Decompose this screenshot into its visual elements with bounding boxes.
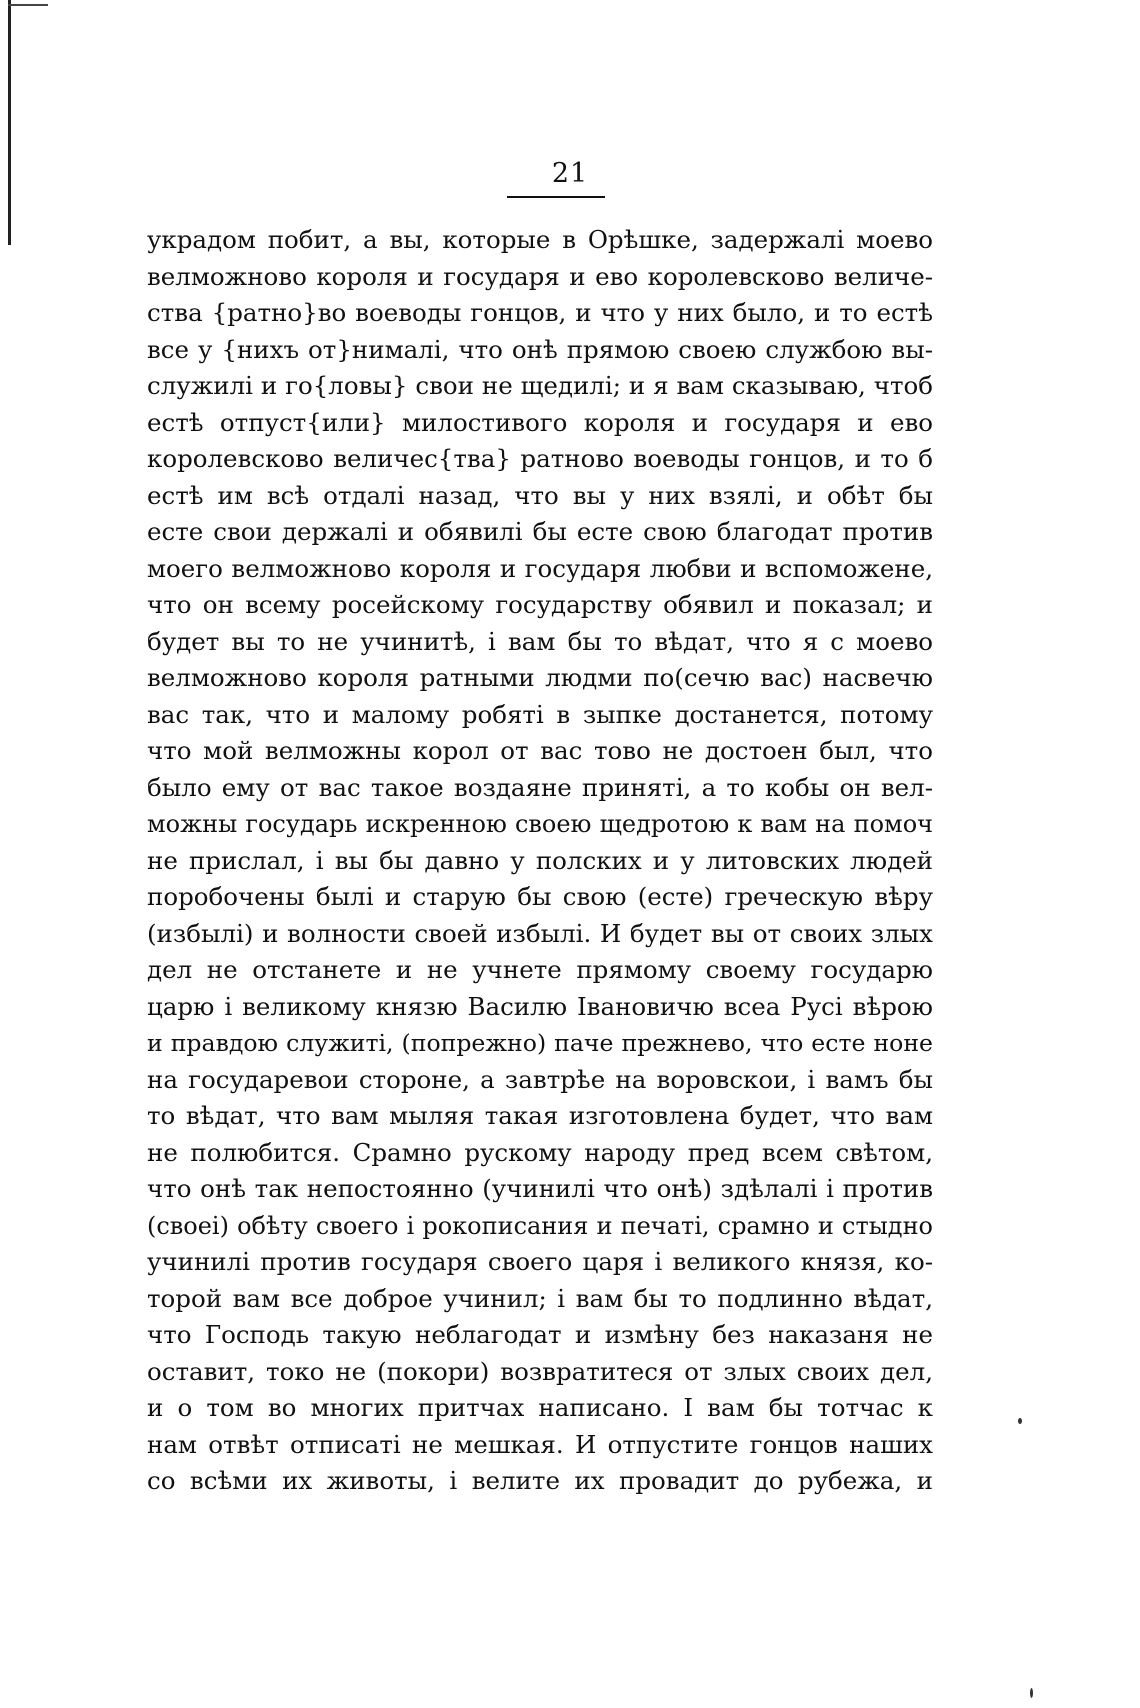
scan-edge-mark — [8, 0, 11, 245]
text-line: все у {нихъ от}нималі, что онѣ прямою своею службою вы- — [147, 334, 933, 364]
text-line: королевсково величес{тва} ратново воеводы гонцов, и то б — [147, 444, 933, 473]
text-line: на государевои стороне, а завтрѣе на воровскои, і вамъ бы — [147, 1064, 933, 1094]
text-line: поробочены былі и старую бы свою (есте) греческую вѣру — [147, 882, 933, 911]
text-line: не полюбится. Срамно рускому народу пред всем свѣтом, — [147, 1137, 933, 1167]
text-line: моего велможново короля и государя любви и вспоможене, — [147, 553, 933, 583]
text-line: и о том во многих притчах написано. І вам бы тотчас к — [147, 1393, 933, 1422]
text-line: украдом побит, а вы, которые в Орѣшке, задержалі моево — [147, 225, 933, 254]
text-line: и правдою служиті, (попрежно) паче прежнево, что есте ноне — [147, 1029, 933, 1057]
text-line: царю і великому князю Василю Івановичю всеа Русі вѣрою — [147, 991, 933, 1021]
text-line: велможново короля ратными людми по(сечю вас) насвечю — [147, 663, 933, 692]
text-line: нам отвѣт отписаті не мешкая. И отпустите гонцов наших — [147, 1429, 933, 1459]
page-number-rule — [507, 196, 605, 198]
text-line: (своеі) обѣту своего і рокописания и печаті, срамно и стыдно — [147, 1211, 933, 1240]
text-line: со всѣми их животы, і велите их провадит до рубежа, и — [147, 1466, 933, 1495]
text-line: то вѣдат, что вам мыляя такая изготовлена будет, что вам — [147, 1101, 933, 1130]
text-line: можны государь искренною своею щедротою к вам на помоч — [147, 810, 933, 838]
text-line: не прислал, і вы бы давно у полских и у литовских людей — [147, 845, 933, 875]
text-line: естѣ отпуст{или} милостивого короля и государя и ево — [147, 407, 933, 437]
text-line: естѣ им всѣ отдалі назад, что вы у них взялі, и обѣт бы — [147, 480, 933, 510]
text-line: учинилі против государя своего царя і великого князя, ко- — [147, 1247, 933, 1276]
body-text — [147, 222, 933, 1500]
text-line: (избылі) и волности своей избылі. И будет вы от своих злых — [147, 918, 933, 948]
text-line: ства {ратно}во воеводы гонцов, и что у них было, и то естѣ — [147, 298, 933, 327]
text-line: оставит, токо не (покори) возвратитеся от злых своих дел, — [147, 1356, 933, 1386]
text-line: служилі и го{ловы} свои не щедилі; и я вам сказываю, чтоб — [147, 371, 933, 400]
scan-speck — [1018, 1418, 1022, 1424]
text-line: что Господь такую неблагодат и измѣну без наказаня не — [147, 1320, 933, 1349]
text-line: торой вам все доброе учинил; і вам бы то подлинно вѣдат, — [147, 1283, 933, 1313]
text-line: велможново короля и государя и ево королевсково величе- — [147, 261, 933, 291]
text-line: есте свои держалі и обявилі бы есте свою благодат против — [147, 517, 933, 546]
text-line: будет вы то не учинитѣ, і вам бы то вѣдат, что я с моево — [147, 626, 933, 656]
text-line: дел не отстанете и не учнете прямому своему государю — [147, 955, 933, 984]
text-line: было ему от вас такое воздаяне приняті, а то кобы он вел- — [147, 772, 933, 802]
scan-speck — [1030, 1688, 1033, 1698]
text-line: что мой велможны корол от вас тово не достоен был, что — [147, 736, 933, 765]
text-line: что онѣ так непостоянно (учинилі что онѣ) здѣлалі і против — [147, 1174, 933, 1203]
text-line: вас так, что и малому робяті в зыпке достанется, потому — [147, 699, 933, 729]
scan-edge-mark — [8, 4, 48, 6]
page-number: 21 — [551, 158, 589, 189]
text-line: что он всему росейскому государству обявил и показал; и — [147, 590, 933, 619]
